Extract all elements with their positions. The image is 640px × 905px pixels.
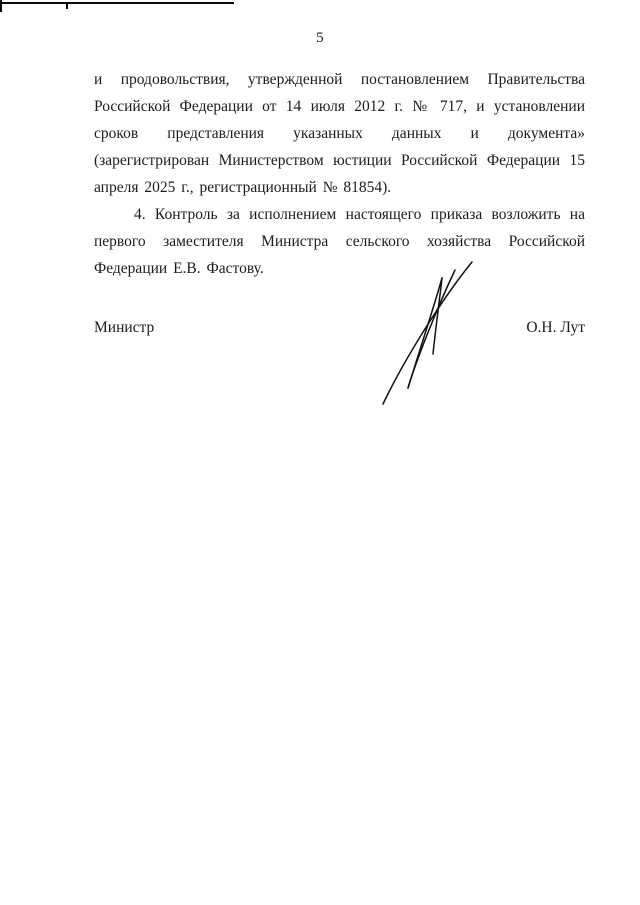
document-body: [0, 47, 640, 341]
body-paragraph: 4. Контроль за исполнением настоящего приказа возложить на первого заместителя Министра сельского хозяйства Российской Федерации Е.В. Фастову.: [94, 206, 585, 277]
signer-title: Министр: [94, 319, 155, 336]
page-number: 5: [316, 30, 324, 46]
scan-artifact-tick: [66, 2, 68, 9]
scan-artifact-top-line: [0, 2, 234, 4]
scan-artifact-left-line: [0, 0, 2, 12]
body-paragraph: и продовольствия, утвержденной постановлением Правительства Российской Федерации от 14 июля 2012 г. № 717, и установлении сроков представления указанных данных и документа» (зарегистрирован Министерством юстиции Российской Федерации 15 апреля 2025 г., регистрационный № 81854).: [94, 71, 585, 196]
signer-name: О.Н. Лут: [526, 319, 585, 336]
signature-block: [94, 314, 585, 341]
